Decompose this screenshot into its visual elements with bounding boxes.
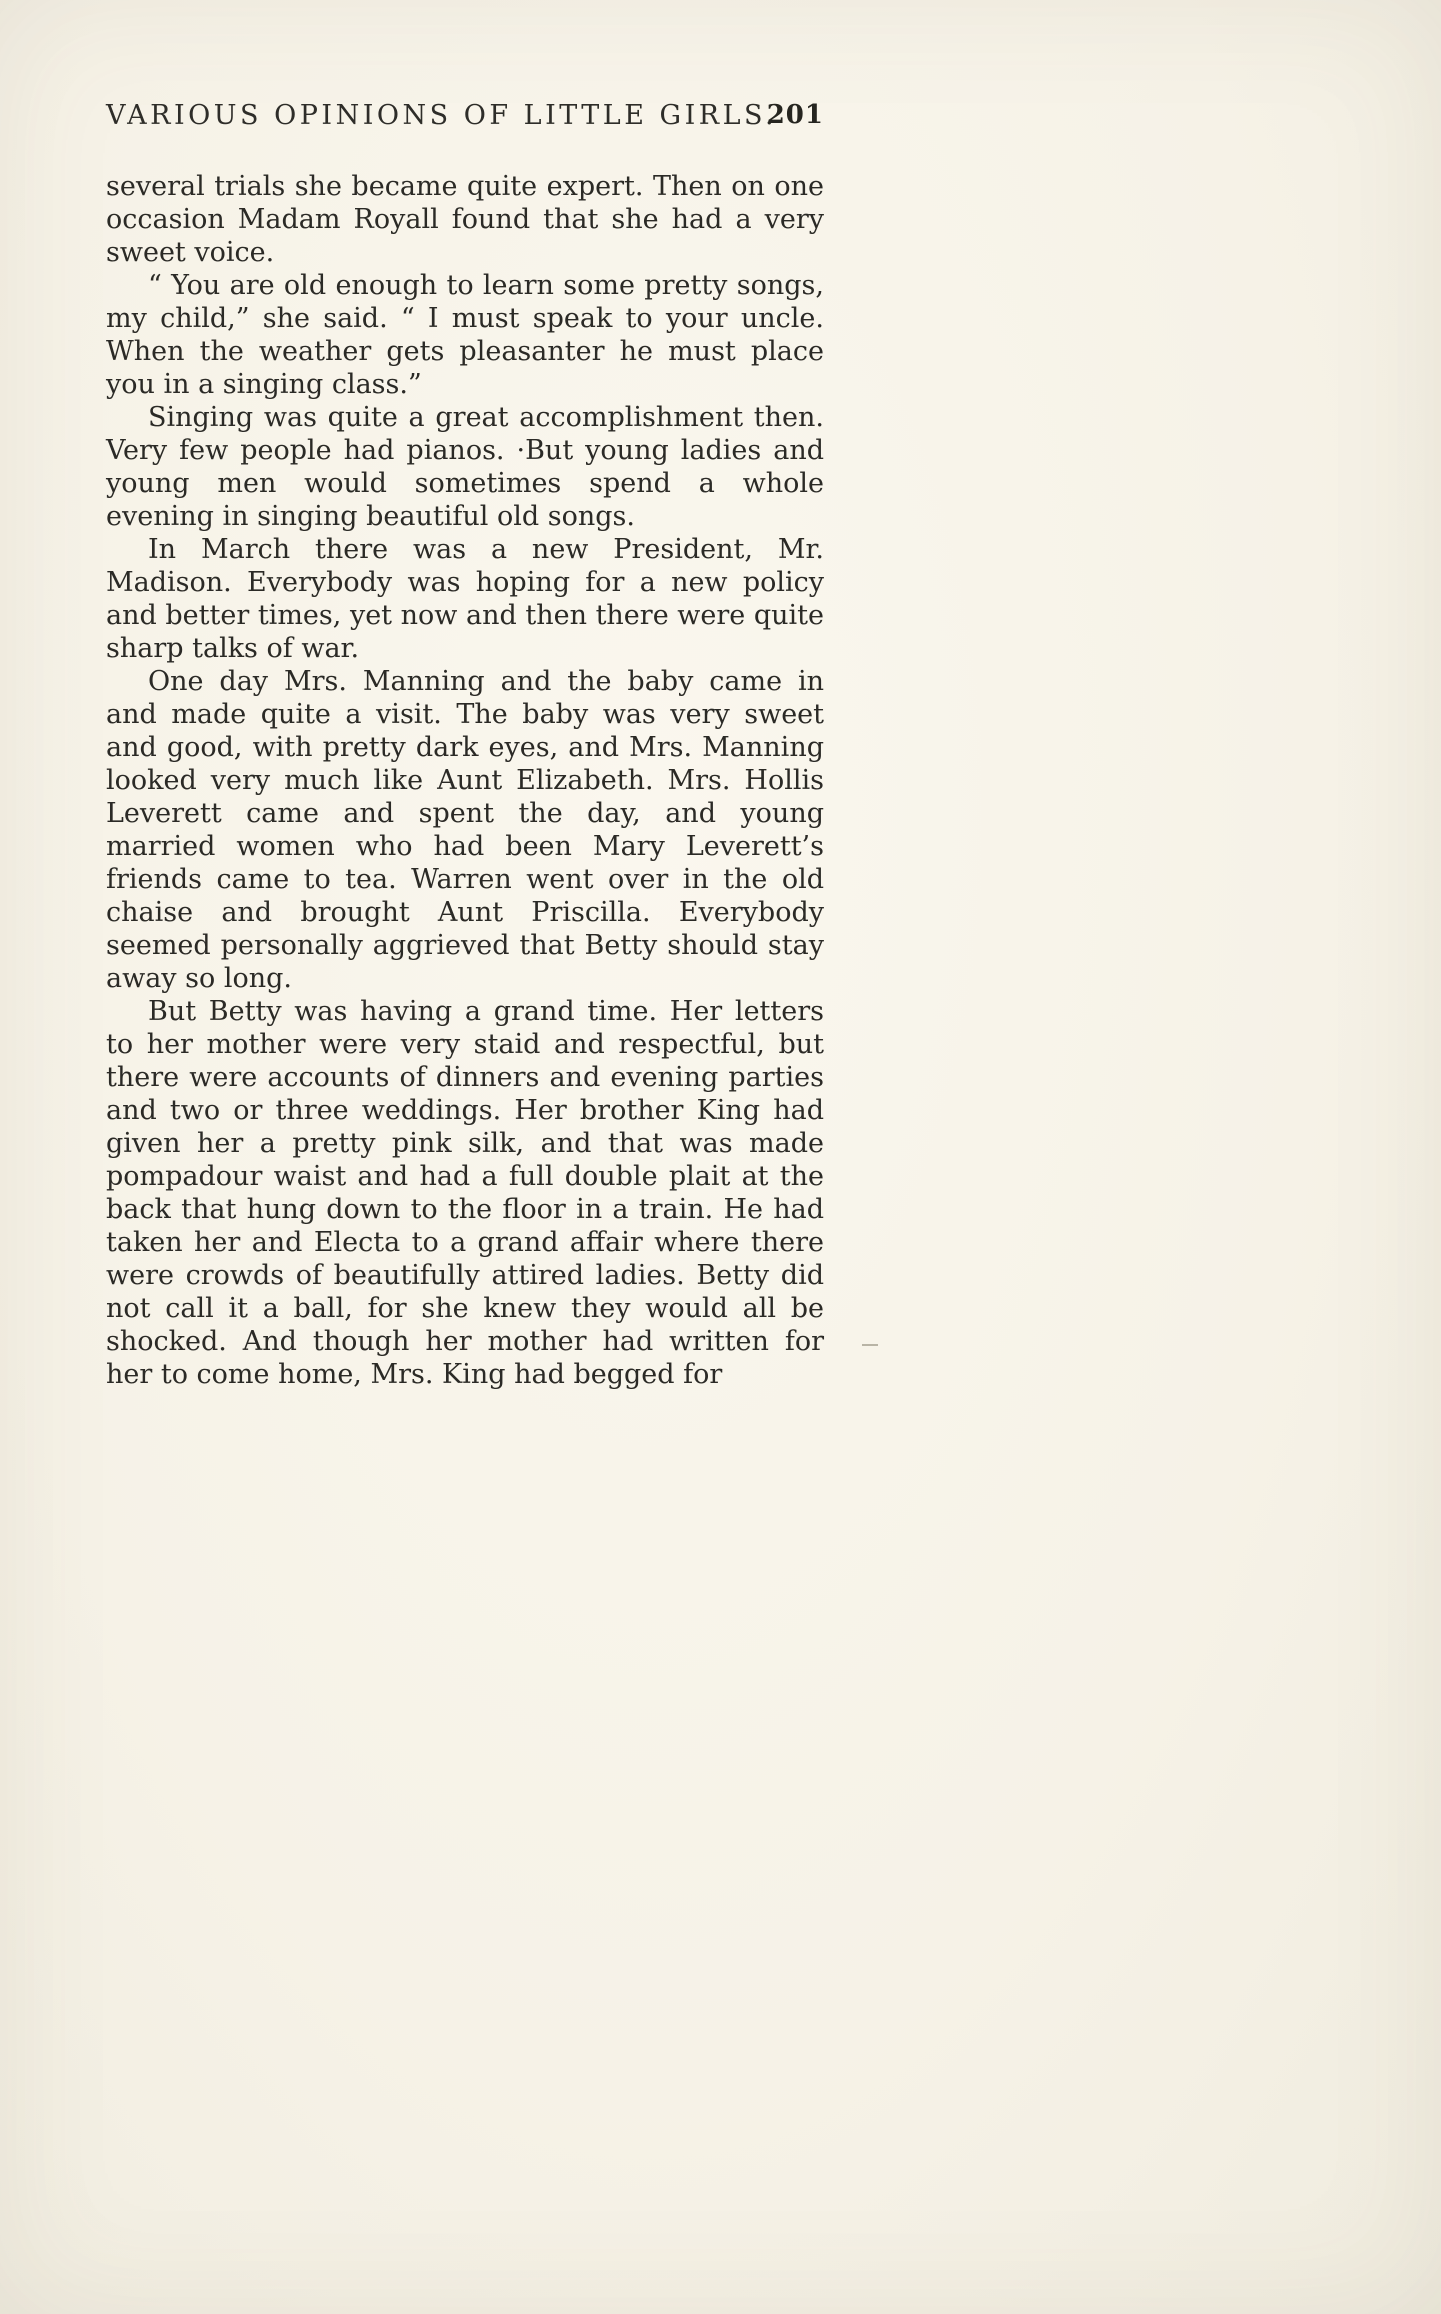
body-text xyxy=(106,170,824,1391)
paragraph: several trials she became quite expert. Then on one occasion Madam Royall found that she had a very sweet voice. xyxy=(106,171,824,268)
running-header xyxy=(106,100,824,144)
paragraph: But Betty was having a grand time. Her letters to her mother were very staid and respectful, but there were accounts of dinners and evening parties and two or three weddings. Her brother King had given her a pretty pink silk, and that was made pompadour waist and had a full double plait at the back that hung down to the floor in a train. He had taken her and Electa to a grand affair where there were crowds of beautifully attired ladies. Betty did not call it a ball, for she knew they would all be shocked. And though her mother had written for her to come home, Mrs. King had begged for xyxy=(106,996,824,1390)
paragraph: In March there was a new President, Mr. Madison. Everybody was hoping for a new policy and better times, yet now and then there were quite sharp talks of war. xyxy=(106,534,824,664)
text-block xyxy=(106,100,824,1391)
page-number: 201 xyxy=(766,100,824,130)
scan-artifact-dash xyxy=(862,1344,878,1346)
running-header-title: VARIOUS OPINIONS OF LITTLE GIRLS. xyxy=(106,100,778,131)
paragraph: “ You are old enough to learn some pretty songs, my child,” she said. “ I must speak to your uncle. When the weather gets pleasanter he must place you in a singing class.” xyxy=(106,270,824,400)
paragraph: One day Mrs. Manning and the baby came in and made quite a visit. The baby was very sweet and good, with pretty dark eyes, and Mrs. Manning looked very much like Aunt Elizabeth. Mrs. Hollis Leverett came and spent the day, and young married women who had been Mary Leverett’s friends came to tea. Warren went over in the old chaise and brought Aunt Priscilla. Everybody seemed personally aggrieved that Betty should stay away so long. xyxy=(106,666,824,994)
paragraph: Singing was quite a great accomplishment then. Very few people had pianos. ·But young ladies and young men would sometimes spend a whole evening in singing beautiful old songs. xyxy=(106,402,824,532)
